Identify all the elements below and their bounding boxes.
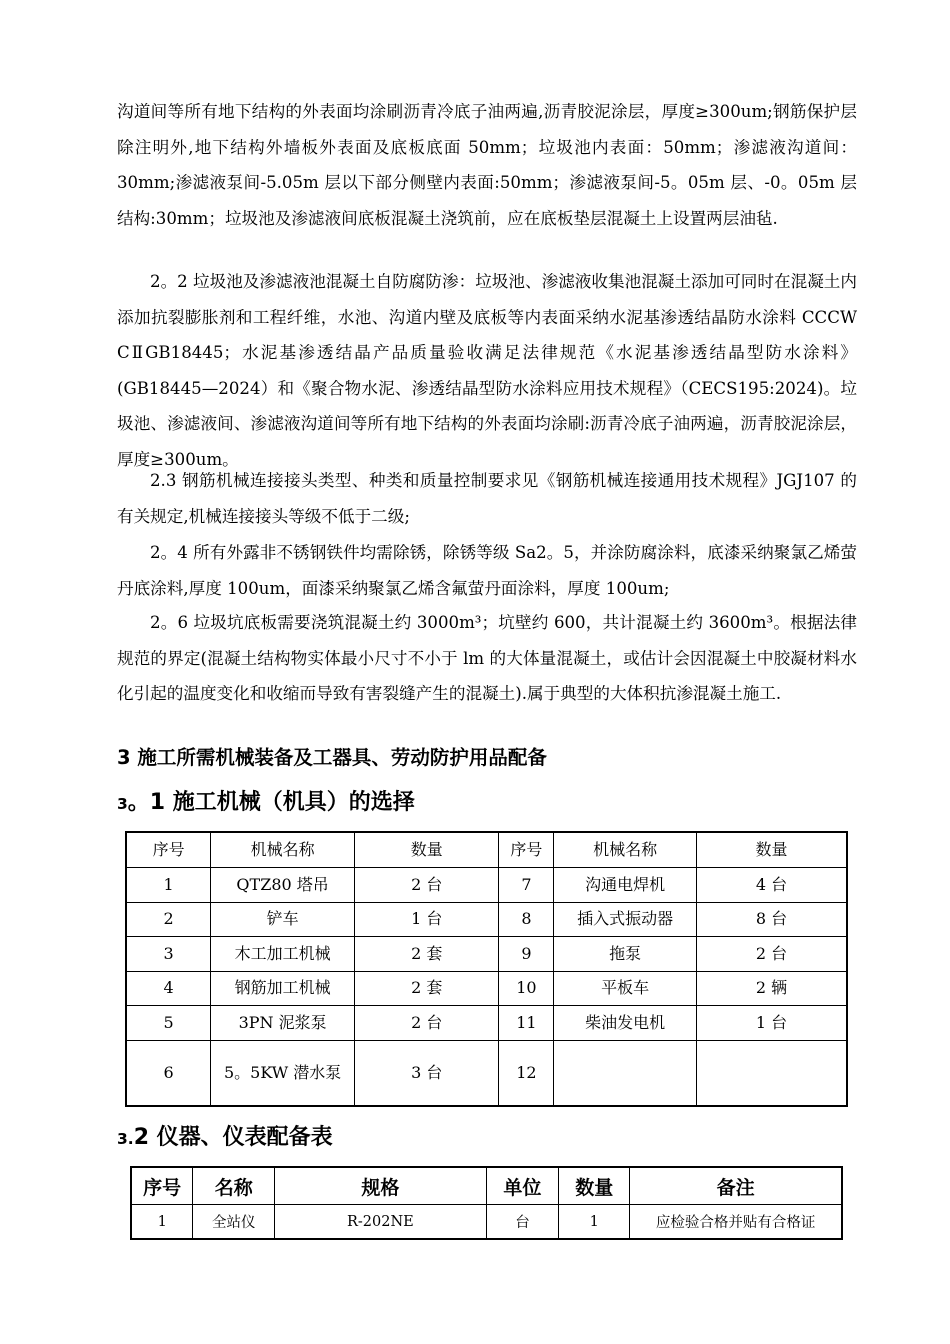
table-cell: 6 — [126, 1040, 211, 1106]
table-cell: 钢筋加工机械 — [211, 971, 355, 1006]
table-cell: 台 — [486, 1205, 559, 1240]
paragraph-2-6: 2。6 垃圾坑底板需要浇筑混凝土约 3000m³；坑壁约 600，共计混凝土约 3600m³。根据法律规范的界定(混凝土结构物实体最小尺寸不小于 lm 的大体量混凝土，或估计会因混凝土中胶凝材料水化引起的温度变化和收缩而导致有害裂缝产生的混凝土).属于典型的大体积抗渗混凝土施工. — [117, 613, 857, 704]
header-cell: 数量 — [559, 1167, 630, 1205]
table-cell: 3PN 泥浆泵 — [211, 1006, 355, 1041]
section-3-2-title: 3.2 仪器、仪表配备表 — [117, 1125, 333, 1150]
table-cell — [696, 1040, 847, 1106]
table-cell: QTZ80 塔吊 — [211, 868, 355, 903]
table-cell: 11 — [499, 1006, 554, 1041]
table-cell: 3 — [126, 937, 211, 972]
header-cell: 序号 — [499, 832, 554, 868]
header-cell: 数量 — [696, 832, 847, 868]
header-cell: 序号 — [126, 832, 211, 868]
header-cell: 数量 — [354, 832, 499, 868]
table-row — [126, 868, 847, 903]
table-cell: 4 — [126, 971, 211, 1006]
table-cell: 2 台 — [696, 937, 847, 972]
table-cell: 2 — [126, 902, 211, 937]
table-cell: 应检验合格并贴有合格证 — [630, 1205, 842, 1240]
paragraph-2-3: 2.3 钢筋机械连接接头类型、种类和质量控制要求见《钢筋机械连接通用技术规程》JGJ107 的有关规定,机械连接接头等级不低于二级; — [117, 471, 857, 526]
table-cell: 木工加工机械 — [211, 937, 355, 972]
table-cell: 8 台 — [696, 902, 847, 937]
header-cell: 单位 — [486, 1167, 559, 1205]
table-cell: 拖泵 — [554, 937, 697, 972]
table-cell: 2 台 — [354, 868, 499, 903]
table-cell: 插入式振动器 — [554, 902, 697, 937]
header-cell: 序号 — [131, 1167, 193, 1205]
header-cell: 名称 — [193, 1167, 275, 1205]
table-cell: 1 — [559, 1205, 630, 1240]
table-cell: 9 — [499, 937, 554, 972]
table-cell: 2 辆 — [696, 971, 847, 1006]
table-cell: 1 台 — [354, 902, 499, 937]
table-cell: 2 台 — [354, 1006, 499, 1041]
header-cell: 机械名称 — [554, 832, 697, 868]
table-cell: 7 — [499, 868, 554, 903]
table-header-row — [131, 1167, 842, 1205]
table-cell: R-202NE — [275, 1205, 486, 1240]
table-cell — [554, 1040, 697, 1106]
table-cell: 2 套 — [354, 937, 499, 972]
table-row — [126, 902, 847, 937]
table-cell: 5 — [126, 1006, 211, 1041]
table-cell: 沟通电焊机 — [554, 868, 697, 903]
table-cell: 8 — [499, 902, 554, 937]
paragraph-waterproofing: 沟道间等所有地下结构的外表面均涂刷沥青冷底子油两遍,沥青胶泥涂层，厚度≥300um;钢筋保护层除注明外,地下结构外墙板外表面及底板底面 50mm；垃圾池内表面：50mm；渗滤液沟道间：30mm;渗滤液泵间-5.05m 层以下部分侧壁内表面:50mm；渗滤液泵间-5。05m 层、-0。05m 层结构:30mm；垃圾池及渗滤液间底板混凝土浇筑前，应在底板垫层混凝土上设置两层油毡. — [117, 102, 857, 228]
instrument-table — [130, 1166, 843, 1240]
header-cell: 规格 — [275, 1167, 486, 1205]
table-row — [126, 937, 847, 972]
machinery-table — [125, 831, 848, 1107]
header-cell: 机械名称 — [211, 832, 355, 868]
table-cell: 柴油发电机 — [554, 1006, 697, 1041]
table-cell: 3 台 — [354, 1040, 499, 1106]
table-cell: 平板车 — [554, 971, 697, 1006]
table-cell: 12 — [499, 1040, 554, 1106]
table-row — [126, 1040, 847, 1106]
paragraph-2-2: 2。2 垃圾池及渗滤液池混凝土自防腐防渗：垃圾池、渗滤液收集池混凝土添加可同时在混凝土内添加抗裂膨胀剂和工程纤维，水池、沟道内壁及底板等内表面采纳水泥基渗透结晶防水涂料 CCCW CⅡGB18445；水泥基渗透结晶产品质量验收满足法律规范《水泥基渗透结晶型防水涂料》(GB18445—2024）和《聚合物水泥、渗透结晶型防水涂料应用技术规程》（CECS195:2024)。垃圾池、渗滤液间、渗滤液沟道间等所有地下结构的外表面均涂刷:沥青冷底子油两遍，沥青胶泥涂层，厚度≥300um。 — [117, 272, 857, 469]
table-cell: 铲车 — [211, 902, 355, 937]
table-cell: 1 — [131, 1205, 193, 1240]
section-3-1-title: 3。1 施工机械（机具）的选择 — [117, 790, 415, 815]
table-row — [131, 1205, 842, 1240]
table-cell: 4 台 — [696, 868, 847, 903]
table-cell: 全站仪 — [193, 1205, 275, 1240]
table-row — [126, 1006, 847, 1041]
table-cell: 1 — [126, 868, 211, 903]
table-row — [126, 971, 847, 1006]
table-cell: 5。5KW 潜水泵 — [211, 1040, 355, 1106]
table-header-row — [126, 832, 847, 868]
table-cell: 1 台 — [696, 1006, 847, 1041]
table-cell: 2 套 — [354, 971, 499, 1006]
section-3-title: 3 施工所需机械装备及工器具、劳动防护用品配备 — [117, 746, 547, 769]
table-cell: 10 — [499, 971, 554, 1006]
header-cell: 备注 — [630, 1167, 842, 1205]
paragraph-2-4: 2。4 所有外露非不锈钢铁件均需除锈，除锈等级 Sa2。5，并涂防腐涂料，底漆采纳聚氯乙烯萤丹底涂料,厚度 100um，面漆采纳聚氯乙烯含氟萤丹面涂料，厚度 100um; — [117, 543, 857, 598]
